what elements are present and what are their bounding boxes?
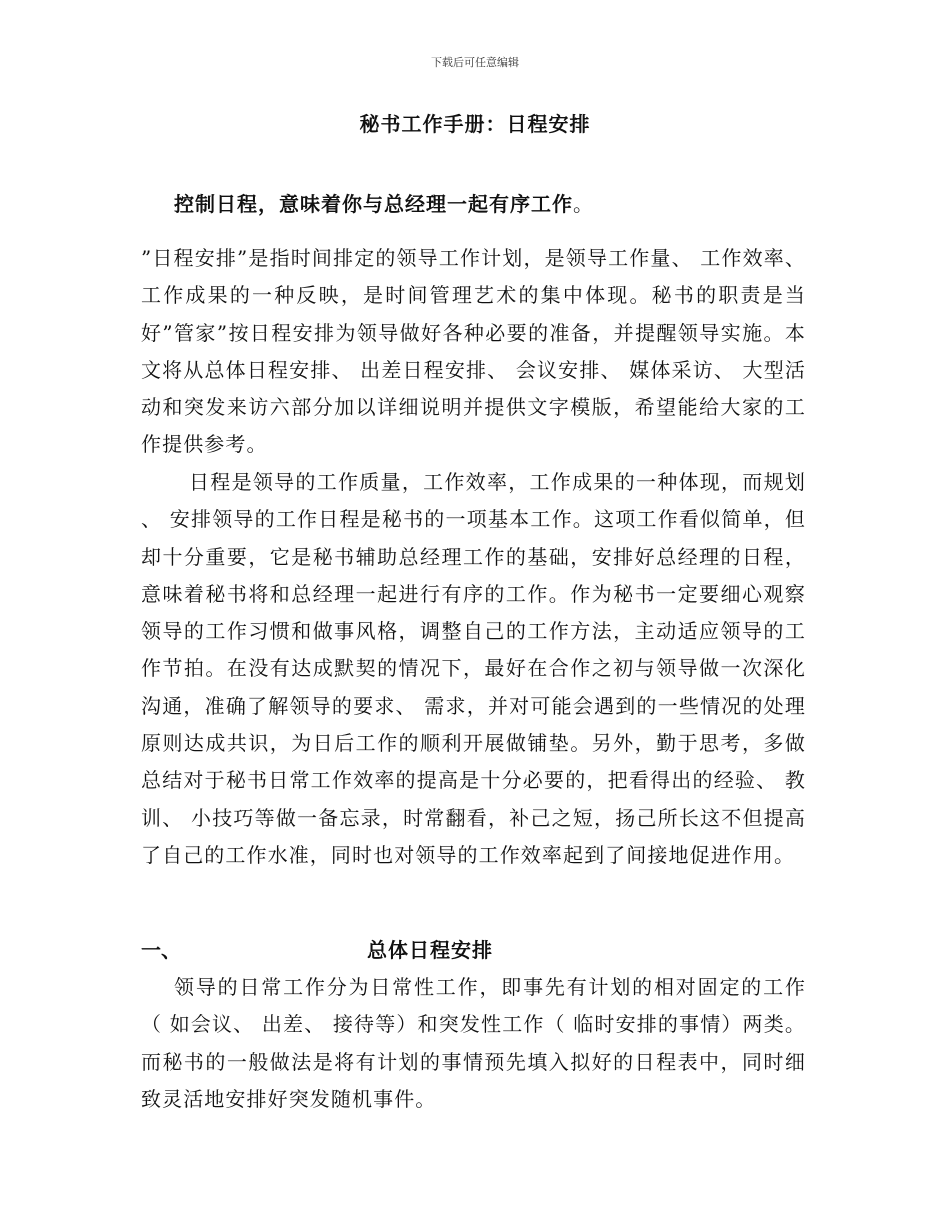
section-number: 一、 — [141, 938, 181, 962]
subtitle-bold-text: 控制日程，意味着你与总经理一起有序工作 — [174, 192, 573, 216]
body-paragraph-3: 领导的日常工作分为日常性工作，即事先有计划的相对固定的工作（ 如会议、 出差、 接待等）和突发性工作（ 临时安排的事情）两类。而秘书的一般做法是将有计划的事情预先填入拟好的日程表中，同时细致灵活地安排好突发随机事件。 — [141, 975, 806, 1111]
header-note: 下载后可任意编辑 — [431, 56, 519, 69]
subtitle-tail: 。 — [573, 192, 594, 216]
body-paragraph-2: 日程是领导的工作质量，工作效率，工作成果的一种体现，而规划 、 安排领导的工作日程是秘书的一项基本工作。这项工作看似简单，但却十分重要，它是秘书辅助总经理工作的基础，安排好总经理的日程，意味着秘书将和总经理一起进行有序的工作。作为秘书一定要细心观察领导的工作习惯和做事风格，调整自己的工作方法，主动适应领导的工作节拍。在没有达成默契的情况下，最好在合作之初与领导做一次深化沟通，准确了解领导的要求、 需求，并对可能会遇到的一些情况的处理原则达成共识，为日后工作的顺利开展做铺垫。另外，勤于思考，多做总结对于秘书日常工作效率的提高是十分必要的，把看得出的经验、 教训、 小技巧等做一备忘录，时常翻看，补己之短，扬己所长这不但提高了自己的工作水准，同时也对领导的工作效率起到了间接地促进作用。 — [141, 470, 806, 867]
subtitle — [174, 188, 594, 217]
intro-paragraph: ”日程安排”是指时间排定的领导工作计划，是领导工作量、 工作效率、 工作成果的一种反映，是时间管理艺术的集中体现。秘书的职责是当好”管家”按日程安排为领导做好各种必要的准备，并提醒领导实施。本文将从总体日程安排、 出差日程安排、 会议安排、 媒体采访、 大型活动和突发来访六部分加以详细说明并提供文字模版，希望能给大家的工作提供参考。 — [141, 246, 806, 457]
document-title: 秘书工作手册：日程安排 — [359, 112, 591, 136]
section-label: 总体日程安排 — [367, 938, 493, 962]
